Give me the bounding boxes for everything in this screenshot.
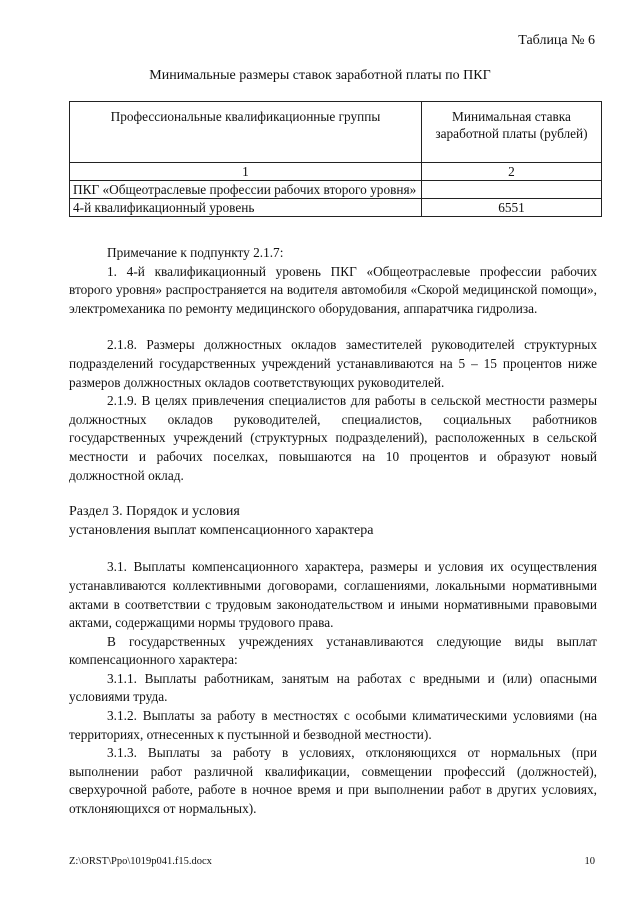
- paragraph-2-1-8: 2.1.8. Размеры должностных окладов заместителей руководителей структурных подразделений государственных учреждений устанавливаются на 5 – 15 процентов ниже размеров должностных окладов соответствующих руководителей.: [69, 337, 597, 390]
- table-number-row: [70, 163, 602, 181]
- section-3-title-line-2: установления выплат компенсационного характера: [69, 522, 374, 538]
- header-cell-rate: Минимальная ставка заработной платы (рублей): [422, 102, 602, 163]
- note-item-1: 1. 4-й квалификационный уровень ПКГ «Общеотраслевые профессии рабочих второго уровня» распространяется на водителя автомобиля «Скорой медицинской помощи», электромеханика по ремонту медицинского оборудования, аппаратчика гидролиза.: [69, 263, 597, 316]
- group-value-cell: [422, 181, 602, 199]
- paragraph-compensation-types: В государственных учреждениях устанавливаются следующие виды выплат компенсационного характера:: [69, 633, 597, 668]
- level-value-cell: 6551: [422, 199, 602, 217]
- section-3-title-line-1: Раздел 3. Порядок и условия: [69, 504, 240, 520]
- paragraph-3-1-2: 3.1.2. Выплаты за работу в местностях с особыми климатическими условиями (на территориях, отнесенных к пустынной и безводной местности).: [69, 708, 597, 742]
- table-title: Минимальные размеры ставок заработной платы по ПКГ: [149, 68, 491, 83]
- header-cell-groups: Профессиональные квалификационные группы: [70, 102, 422, 163]
- group-name-cell: ПКГ «Общеотраслевые профессии рабочих второго уровня»: [70, 181, 422, 199]
- table-row-level: [70, 199, 602, 217]
- table-number-label: Таблица № 6: [518, 33, 595, 48]
- note-title: Примечание к подпункту 2.1.7:: [107, 245, 284, 260]
- paragraph-3-1-3: 3.1.3. Выплаты за работу в условиях, отклоняющихся от нормальных (при выполнении работ различной квалификации, совмещении профессий (должностей), сверхурочной работе, работе в ночное время и при выполнении работ в других условиях, отклоняющихся от нормальных).: [69, 745, 597, 817]
- paragraph-3-1-1: 3.1.1. Выплаты работникам, занятым на работах с вредными и (или) опасными условиями труда.: [69, 670, 597, 705]
- table-header-row: [70, 102, 602, 163]
- salary-rates-table: [69, 101, 602, 217]
- paragraph-2-1-9: 2.1.9. В целях привлечения специалистов для работы в сельской местности размеры должностных окладов руководителей, специалистов, социальных работников государственных учреждений (структурных подразделений), расположенных в сельской местности и рабочих поселках, повышаются на 10 процентов и образуют новый должностной оклад.: [69, 393, 597, 483]
- table-row-group: [70, 181, 602, 199]
- page-number: 10: [584, 856, 595, 867]
- column-number-2: 2: [422, 163, 602, 181]
- level-name-cell: 4-й квалификационный уровень: [70, 199, 422, 217]
- column-number-1: 1: [70, 163, 422, 181]
- paragraph-3-1: 3.1. Выплаты компенсационного характера, размеры и условия их осуществления устанавливаются коллективными договорами, соглашениями, локальными нормативными актами в соответствии с трудовым законодательством и иными нормативными правовыми актами, содержащими нормы трудового права.: [69, 559, 597, 631]
- footer-file-path: Z:\ORST\Ppo\1019p041.f15.docx: [69, 856, 212, 867]
- document-body: [69, 244, 597, 819]
